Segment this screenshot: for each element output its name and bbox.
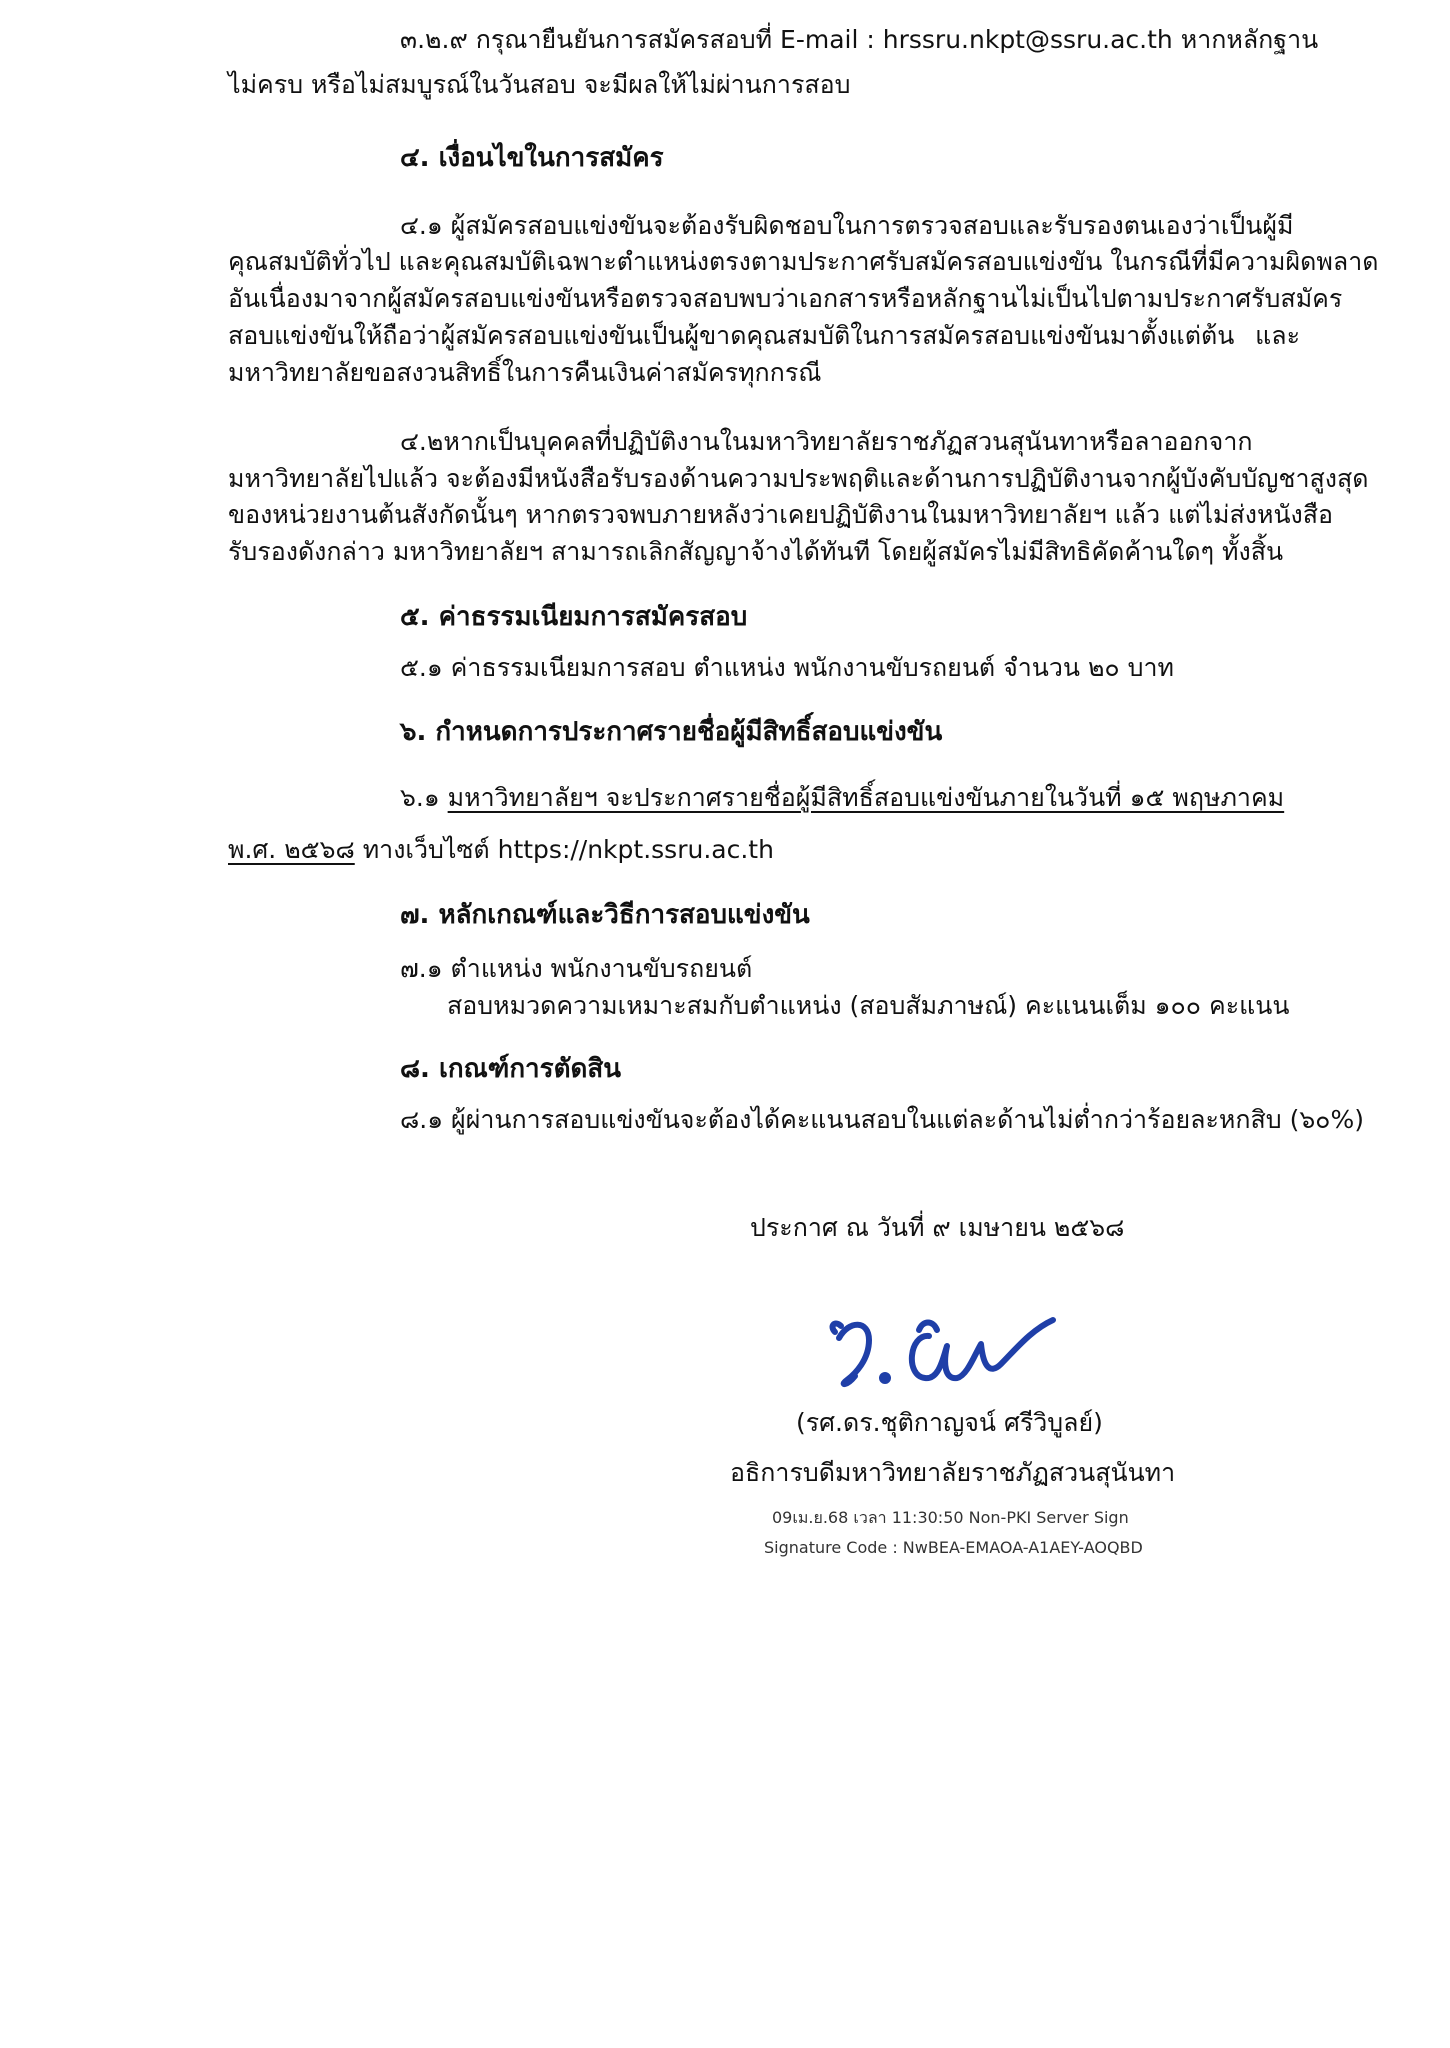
item-8-1: ๘.๑ ผู้ผ่านการสอบแข่งขันจะต้องได้คะแนนสอบในแต่ละด้านไม่ต่ำกว่าร้อยละหกสิบ (๖๐%) bbox=[400, 1105, 1364, 1134]
item-4-1-line4: สอบแข่งขันให้ถือว่าผู้สมัครสอบแข่งขันเป็นผู้ขาดคุณสมบัติในการสมัครสอบแข่งขันมาตั้งแต่ต้น และ bbox=[228, 321, 1300, 350]
announcement-date: ประกาศ ณ วันที่ ๙ เมษายน ๒๕๖๘ bbox=[750, 1213, 1125, 1242]
signature-stroke-3 bbox=[912, 1320, 1053, 1378]
signer-title: อธิการบดีมหาวิทยาลัยราชภัฏสวนสุนันทา bbox=[730, 1458, 1176, 1487]
section5-heading: ๕. ค่าธรรมเนียมการสมัครสอบ bbox=[400, 602, 748, 632]
item-7-1-detail: สอบหมวดความเหมาะสมกับตำแหน่ง (สอบสัมภาษณ์) คะแนนเต็ม ๑๐๐ คะแนน bbox=[447, 991, 1290, 1020]
item-5-1: ๕.๑ ค่าธรรมเนียมการสอบ ตำแหน่ง พนักงานขับรถยนต์ จำนวน ๒๐ บาท bbox=[400, 653, 1175, 682]
item-4-1-line2: คุณสมบัติทั่วไป และคุณสมบัติเฉพาะตำแหน่งตรงตามประกาศรับสมัครสอบแข่งขัน ในกรณีที่มีความผิดพลาด bbox=[228, 247, 1379, 276]
signature-stroke-4 bbox=[919, 1323, 937, 1331]
section8-heading: ๘. เกณฑ์การตัดสิน bbox=[400, 1054, 622, 1084]
signature-dot bbox=[882, 1375, 888, 1381]
item-6-1-underlined: มหาวิทยาลัยฯ จะประกาศรายชื่อผู้มีสิทธิ์สอบแข่งขันภายในวันที่ ๑๕ พฤษภาคม bbox=[447, 783, 1285, 812]
item-3-2-9-line2: ไม่ครบ หรือไม่สมบูรณ์ในวันสอบ จะมีผลให้ไม่ผ่านการสอบ bbox=[228, 70, 851, 99]
item-4-2-line1: ๔.๒หากเป็นบุคคลที่ปฏิบัติงานในมหาวิทยาลัยราชภัฏสวนสุนันทาหรือลาออกจาก bbox=[400, 427, 1253, 456]
section6-heading: ๖. กำหนดการประกาศรายชื่อผู้มีสิทธิ์สอบแข่งขัน bbox=[400, 717, 943, 747]
item-6-1-line1 bbox=[400, 780, 1284, 816]
item-6-1-prefix: ๖.๑ bbox=[400, 783, 448, 812]
item-4-1-line1: ๔.๑ ผู้สมัครสอบแข่งขันจะต้องรับผิดชอบในการตรวจสอบและรับรองตนเองว่าเป็นผู้มี bbox=[400, 211, 1294, 240]
item-7-1: ๗.๑ ตำแหน่ง พนักงานขับรถยนต์ bbox=[400, 954, 753, 983]
item-4-1-line5: มหาวิทยาลัยขอสงวนสิทธิ์ในการคืนเงินค่าสมัครทุกกรณี bbox=[228, 358, 822, 387]
item-4-2-line4: รับรองดังกล่าว มหาวิทยาลัยฯ สามารถเลิกสัญญาจ้างได้ทันที โดยผู้สมัครไม่มีสิทธิคัดค้านใดๆ ทั้งสิ้น bbox=[228, 537, 1284, 566]
signer-name: (รศ.ดร.ชุติกาญจน์ ศรีวิบูลย์) bbox=[796, 1408, 1103, 1437]
sign-timestamp: 09เม.ย.68 เวลา 11:30:50 Non-PKI Server Sign bbox=[772, 1508, 1129, 1527]
handwritten-signature bbox=[825, 1290, 1065, 1400]
signature-stroke-2 bbox=[833, 1324, 841, 1332]
item-4-2-line2: มหาวิทยาลัยไปแล้ว จะต้องมีหนังสือรับรองด้านความประพฤติและด้านการปฏิบัติงานจากผู้บังคับบัญชาสูงสุด bbox=[228, 464, 1369, 493]
section4-heading: ๔. เงื่อนไขในการสมัคร bbox=[400, 143, 664, 173]
item-4-2-line3: ของหน่วยงานต้นสังกัดนั้นๆ หากตรวจพบภายหลังว่าเคยปฏิบัติงานในมหาวิทยาลัยฯ แล้ว แต่ไม่ส่งหนังสือ bbox=[228, 500, 1334, 529]
signature-code: Signature Code : NwBEA-EMAOA-A1AEY-AOQBD bbox=[764, 1538, 1143, 1557]
item-4-1-line3: อันเนื่องมาจากผู้สมัครสอบแข่งขันหรือตรวจสอบพบว่าเอกสารหรือหลักฐานไม่เป็นไปตามประกาศรับสมัคร bbox=[228, 284, 1343, 313]
item-3-2-9-line1: ๓.๒.๙ กรุณายืนยันการสมัครสอบที่ E-mail : hrssru.nkpt@ssru.ac.th หากหลักฐาน bbox=[400, 25, 1319, 54]
item-6-1-year: พ.ศ. ๒๕๖๘ bbox=[228, 835, 355, 864]
item-6-1-website: ทางเว็บไซต์ https://nkpt.ssru.ac.th bbox=[354, 835, 774, 864]
item-6-1-line2 bbox=[228, 832, 774, 868]
section7-heading: ๗. หลักเกณฑ์และวิธีการสอบแข่งขัน bbox=[400, 900, 810, 930]
signature-stroke-1 bbox=[839, 1325, 869, 1384]
